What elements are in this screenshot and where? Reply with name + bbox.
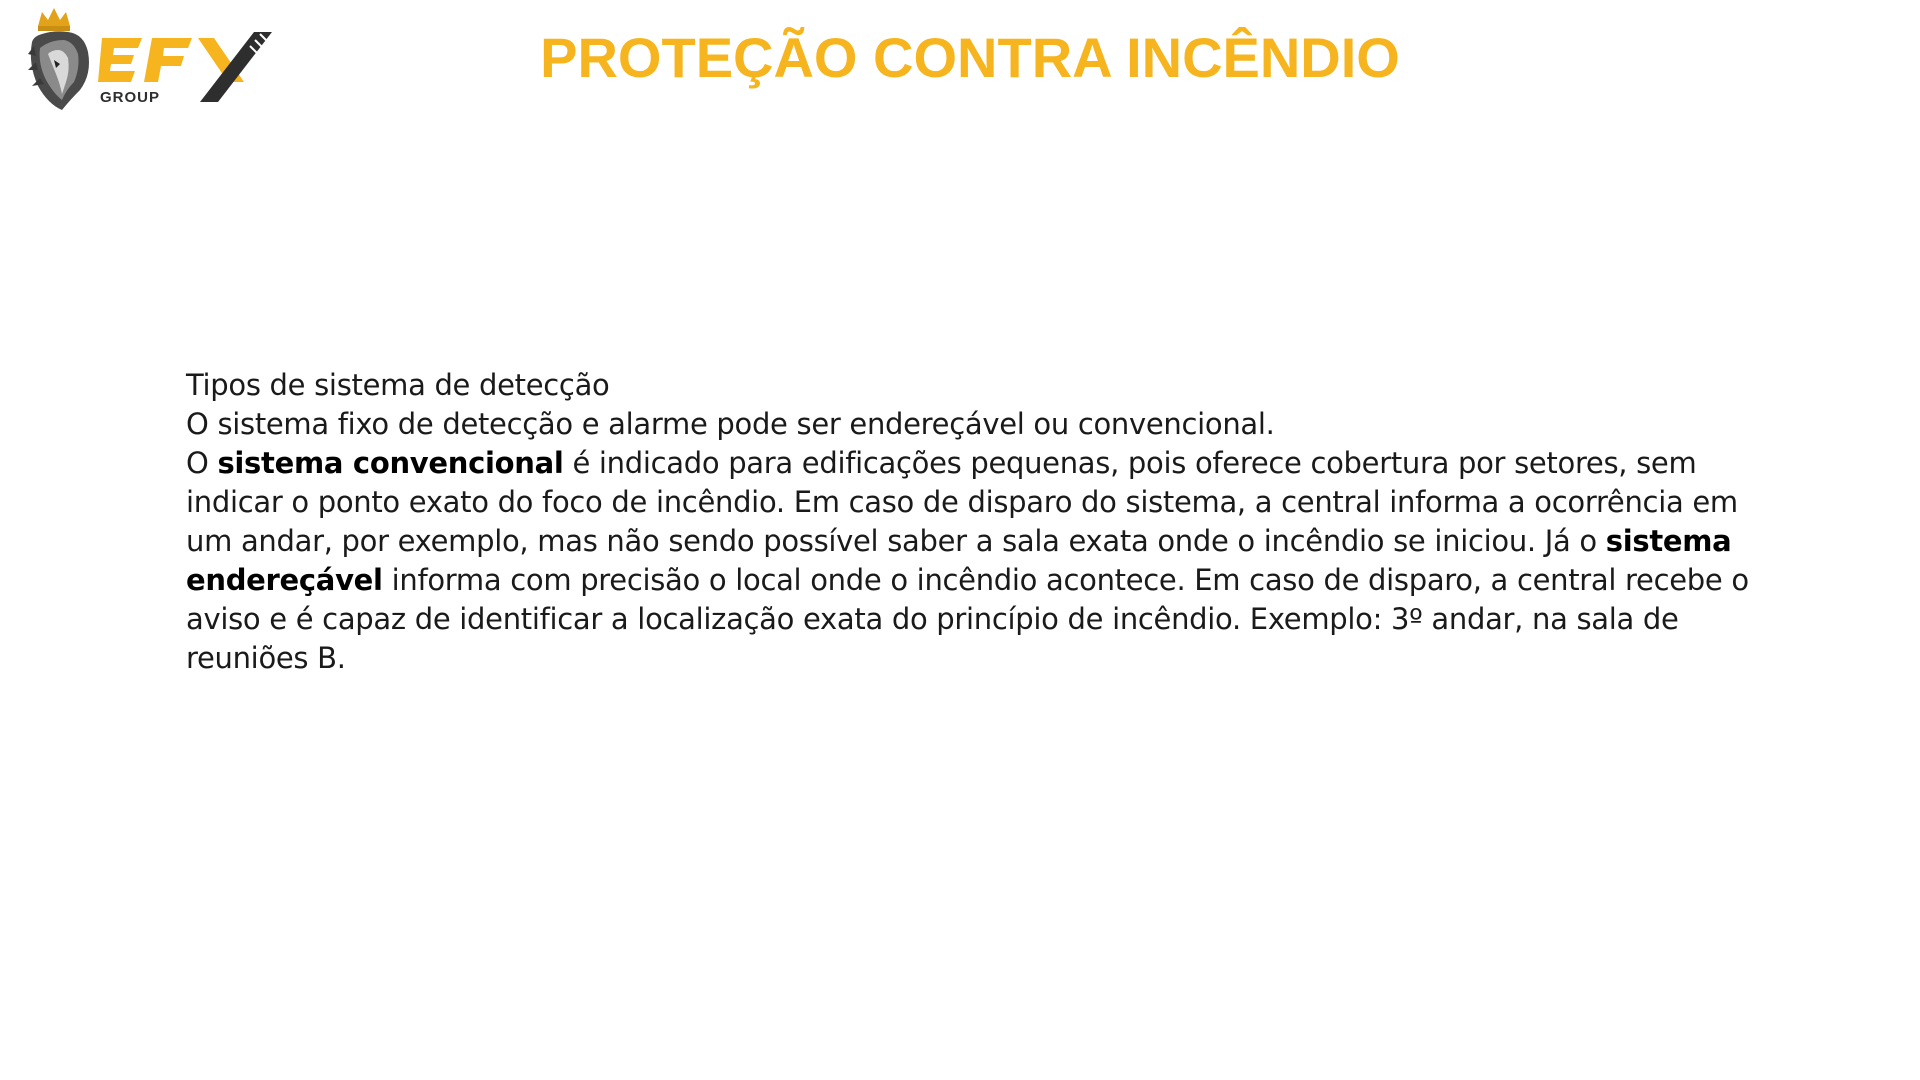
paragraph-end: informa com precisão o local onde o incêndio acontece. Em caso de disparo, a central recebe o aviso e é capaz de identificar a localização exata do princípio de incêndio. Exemplo: 3º andar, na sala de reuniões B. <box>186 563 1749 675</box>
content-body <box>186 366 1786 678</box>
term-enderecavel: sistema endereçável <box>186 524 1732 597</box>
content-line-1: O sistema fixo de detecção e alarme pode ser endereçável ou convencional. <box>186 407 1275 441</box>
group-label: GROUP <box>100 89 161 106</box>
efx-group-logo <box>18 4 288 112</box>
paragraph-start: O <box>186 446 218 480</box>
paragraph-middle: é indicado para edificações pequenas, pois oferece cobertura por setores, sem indicar o ponto exato do foco de incêndio. Em caso de disparo do sistema, a central informa a ocorrência em um andar, por exemplo, mas não sendo possível saber a sala exata onde o incêndio se iniciou. Já o <box>186 446 1738 558</box>
page-title: PROTEÇÃO CONTRA INCÊNDIO <box>540 26 1400 89</box>
crown-icon <box>38 8 70 31</box>
content-heading: Tipos de sistema de detecção <box>186 368 610 402</box>
term-convencional: sistema convencional <box>217 446 564 480</box>
content-paragraph <box>186 444 1786 678</box>
lion-icon <box>28 31 89 110</box>
